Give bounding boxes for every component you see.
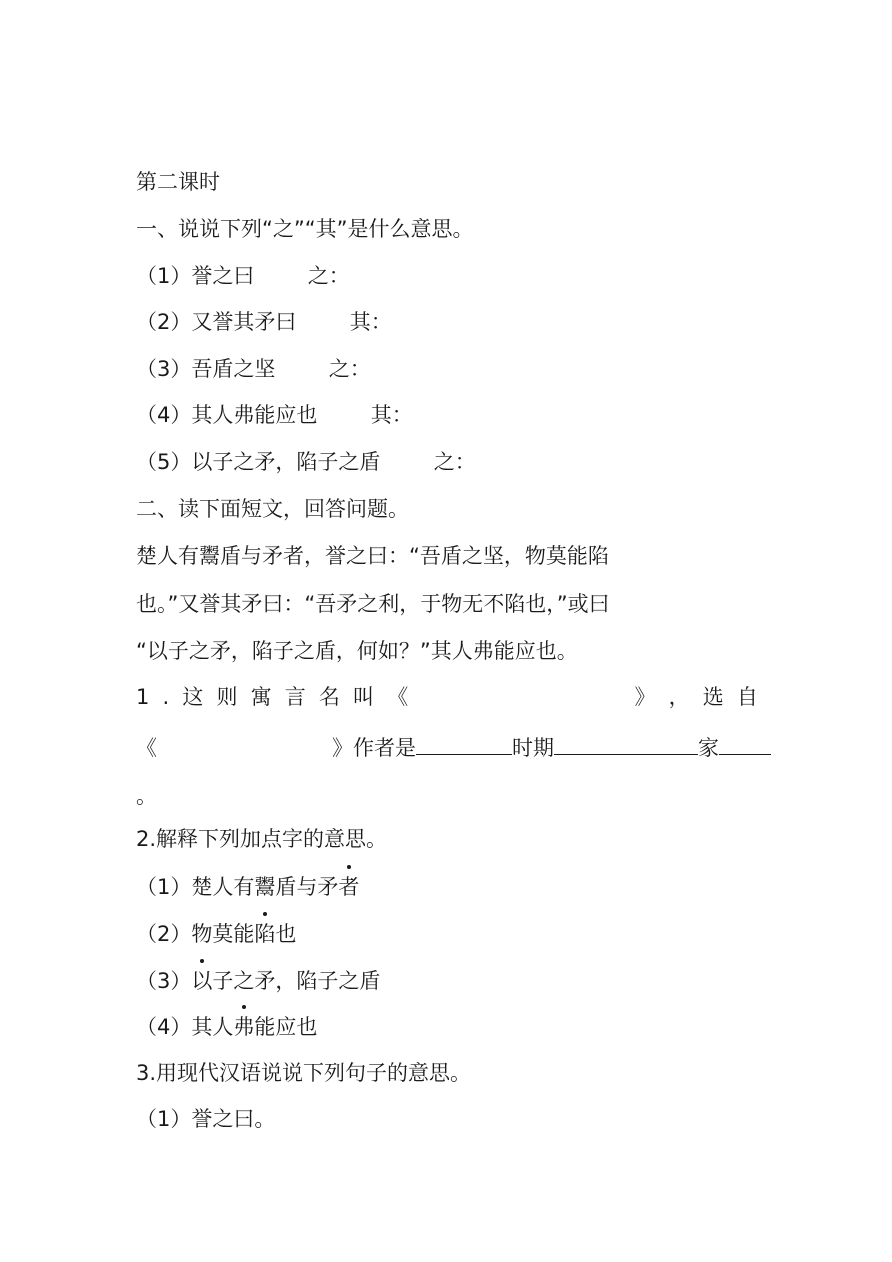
section1-item-3: （3）吾盾之坚 之： [136,357,371,381]
question1-line2: 《 》作者是 时期 家 [136,732,771,760]
school-blank[interactable] [554,732,698,755]
question1-line1: 1 . 这 则 寓 言 名 叫 《 》 ， 选 自 [136,685,758,709]
question3-item-1: （1）誉之曰。 [136,1107,276,1131]
section1-item-2: （2）又誉其矛曰 其： [136,310,392,334]
question1-end: 。 [136,784,157,808]
question3-heading: 3.用现代汉语说说下列句子的意思。 [136,1061,472,1085]
lesson-title: 第二课时 [136,170,220,194]
question2-item-2: （2）物莫能陷也 [136,922,297,946]
passage-line-1: 楚人有鬻盾与矛者，誉之曰：“吾盾之坚，物莫能陷 [136,544,609,568]
passage-line-3: “以子之矛，陷子之盾，何如？”其人弗能应也。 [136,639,578,663]
question2-heading: 2.解释下列加点字的意思。 [136,827,388,851]
question2-item-1: （1）楚人有鬻盾与矛者 [136,875,360,899]
author-blank[interactable] [719,732,771,755]
section1-item-4: （4）其人弗能应也 其： [136,403,413,427]
section1-item-1: （1）誉之曰 之： [136,264,350,288]
period-blank[interactable] [416,732,512,755]
dotted-char: 以 [191,969,213,993]
dotted-char: 弗 [233,1015,255,1039]
title-blank[interactable] [421,683,621,711]
question2-item-3: （3）以子之矛，陷子之盾 [136,969,381,993]
section2-heading: 二、读下面短文，回答问题。 [136,497,409,521]
question2-item-4: （4）其人弗能应也 [136,1015,318,1039]
section1-heading: 一、说说下列“之”“其”是什么意思。 [136,217,474,241]
section1-item-5: （5）以子之矛，陷子之盾 之： [136,450,476,474]
dotted-char: 陷 [254,922,276,946]
dotted-char: 者 [338,875,360,899]
passage-line-2: 也。”又誉其矛曰：“吾矛之利，于物无不陷也，”或曰 [136,592,610,616]
